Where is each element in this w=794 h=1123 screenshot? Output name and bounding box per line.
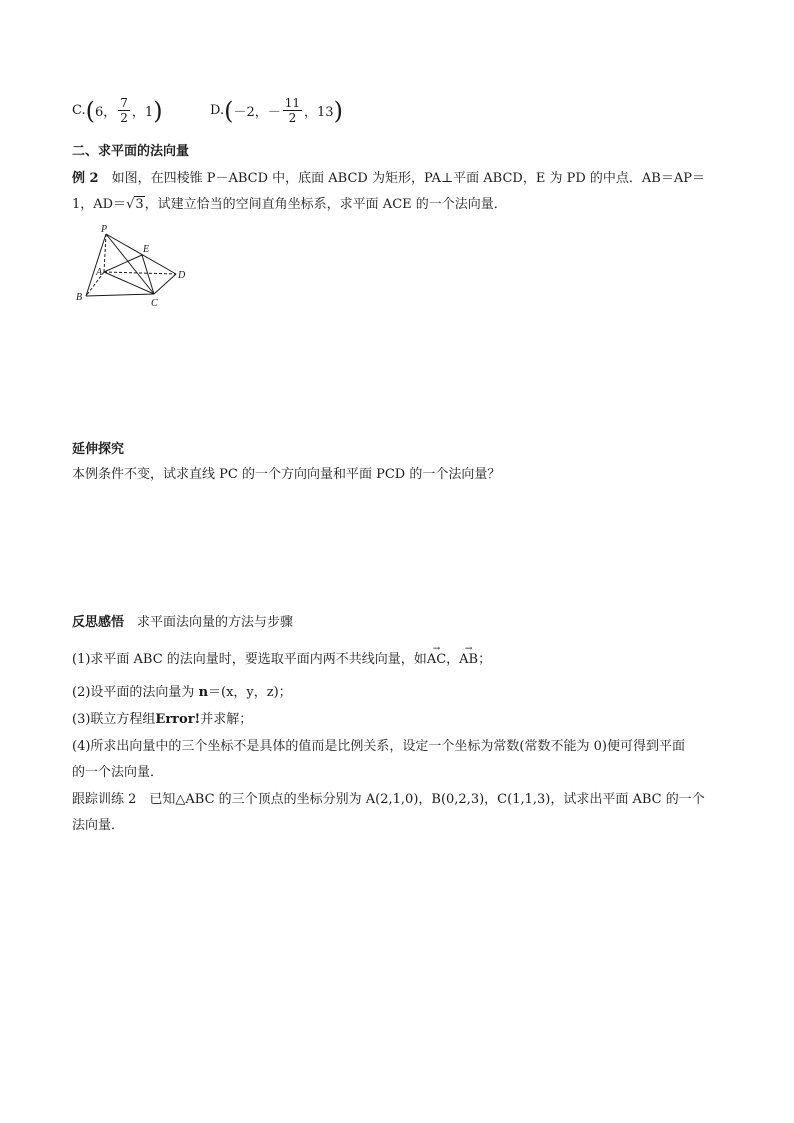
option-c-label: C. <box>72 103 86 118</box>
example-line-1 <box>72 170 705 188</box>
left-paren-c: ( <box>85 96 95 125</box>
edge-pd <box>106 234 176 274</box>
option-d-first: －2，－ <box>233 105 281 120</box>
edge-ac <box>104 272 154 294</box>
reflection-subtitle: 求平面法向量的方法与步骤 <box>137 615 294 630</box>
option-d-numerator: 11 <box>284 96 301 110</box>
option-c-first: 6， <box>95 105 117 120</box>
step3-error: Error! <box>155 712 201 727</box>
section-title: 二、求平面的法向量 <box>72 144 190 159</box>
extension-title: 延伸探究 <box>72 442 125 457</box>
option-d <box>210 96 343 125</box>
option-c-rest: ，1 <box>131 105 154 120</box>
option-d-fraction <box>283 96 302 125</box>
edge-cd <box>154 274 176 294</box>
option-c-denominator: 2 <box>120 111 128 125</box>
option-c <box>72 96 163 125</box>
example-line-2 <box>72 196 507 214</box>
option-d-denominator: 2 <box>288 111 297 125</box>
sqrt-value: 3 <box>135 197 144 212</box>
edge-bc <box>86 294 154 296</box>
label-c: C <box>151 298 158 309</box>
example-text-2a: 1，AD＝ <box>72 197 127 212</box>
step3-text-b: 并求解； <box>200 712 253 727</box>
reflection-title: 反思感悟 <box>72 615 125 630</box>
right-paren-c: ) <box>153 96 163 125</box>
extension-text: 本例条件不变，试求直线 PC 的一个方向向量和平面 PCD 的一个法向量？ <box>72 467 501 482</box>
edge-ad <box>104 272 176 274</box>
edge-pb <box>86 234 106 296</box>
reflection-heading <box>72 614 293 632</box>
option-d-label: D. <box>210 103 225 118</box>
label-b: B <box>76 292 83 303</box>
example-label: 例 2 <box>72 171 99 186</box>
reflection-step-3 <box>72 711 252 729</box>
left-paren-d: ( <box>224 96 234 125</box>
reflection-step-4-line-1: (4)所求出向量中的三个坐标不是具体的值而是比例关系，设定一个坐标为常数(常数不能为 0)便可得到平面 <box>72 739 685 754</box>
label-a: A <box>96 267 103 278</box>
step1-sep: ， <box>446 652 460 667</box>
example-text-2b: ，试建立恰当的空间直角坐标系，求平面 ACE 的一个法向量． <box>144 197 507 212</box>
label-d: D <box>178 270 186 281</box>
edge-ae <box>104 255 142 272</box>
option-d-rest: ，13 <box>304 105 334 120</box>
right-paren-d: ) <box>333 96 343 125</box>
practice-line-2: 法向量． <box>72 818 125 833</box>
reflection-step-1 <box>72 649 491 669</box>
vector-ab: → AB <box>459 649 478 669</box>
vector-ac: → AC <box>427 649 446 669</box>
edge-pc <box>106 234 154 294</box>
label-p: P <box>101 224 108 235</box>
step1-end: ； <box>478 652 492 667</box>
normal-vector-n: n <box>198 685 209 700</box>
option-c-numerator: 7 <box>120 96 128 110</box>
pyramid-figure <box>70 222 190 312</box>
label-e: E <box>143 244 150 255</box>
sqrt-symbol: √ <box>126 197 135 212</box>
reflection-step-2 <box>72 684 292 702</box>
example-text-1: 如图，在四棱锥 P－ABCD 中，底面 ABCD 为矩形，PA⊥平面 ABCD，E 为 PD 的中点．AB＝AP＝ <box>111 171 705 186</box>
step2-text-b: ＝(x，y，z)； <box>208 685 292 700</box>
practice-line-1: 跟踪训练 2 已知△ABC 的三个顶点的坐标分别为 A(2,1,0)，B(0,2,3)，C(1,1,3)，试求出平面 ABC 的一个 <box>72 792 705 807</box>
step1-text: (1)求平面 ABC 的法向量时，要选取平面内两不共线向量，如 <box>72 652 427 667</box>
step2-text-a: (2)设平面的法向量为 <box>72 685 199 700</box>
reflection-step-4-line-2: 的一个法向量． <box>72 765 164 780</box>
step3-text-a: (3)联立方程组 <box>72 712 156 727</box>
option-c-fraction <box>118 96 130 125</box>
